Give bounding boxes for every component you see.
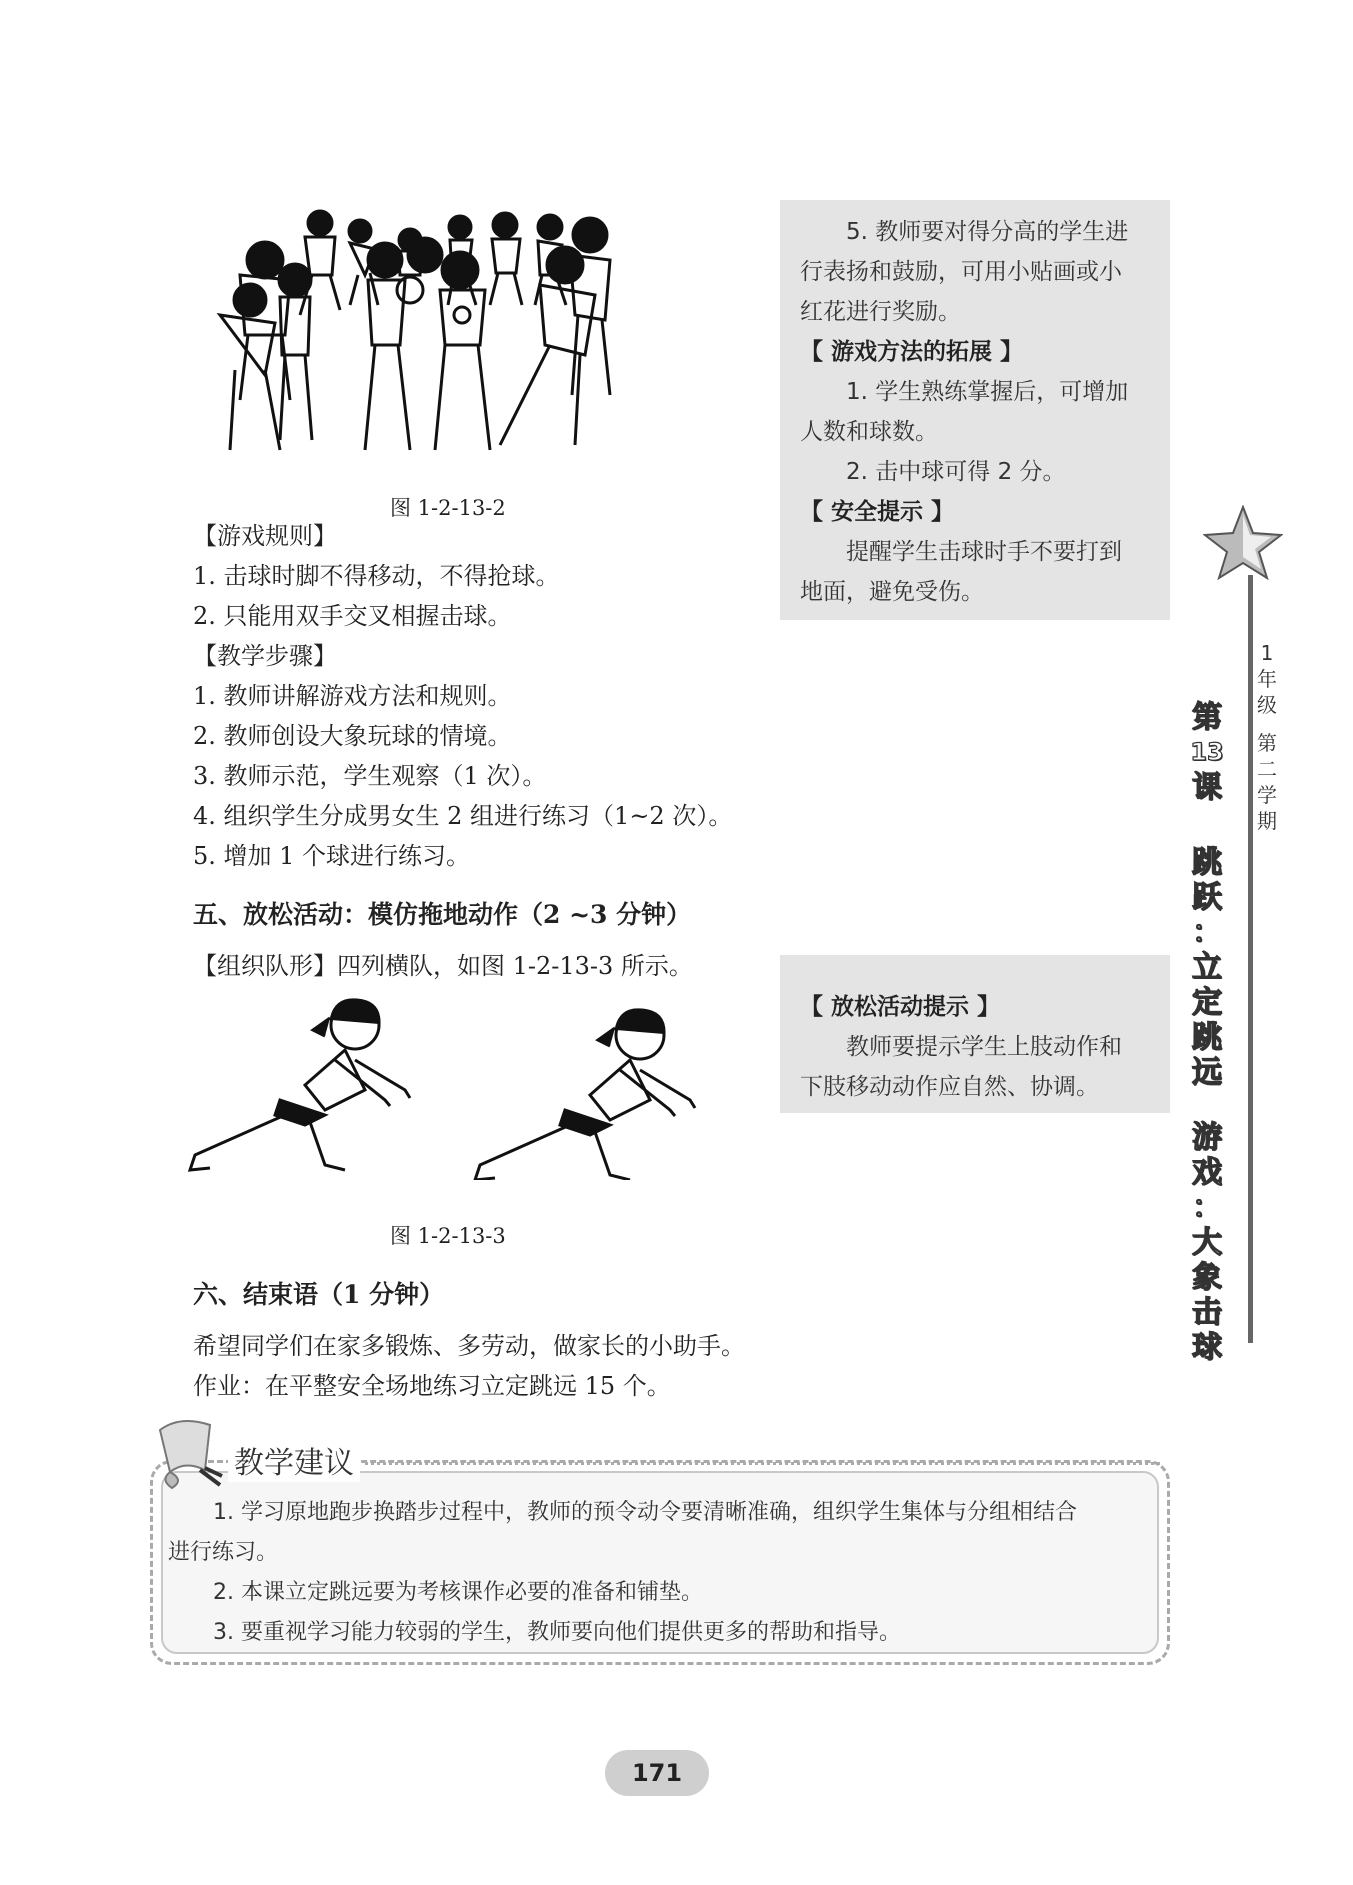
tab-char: 第 (1192, 700, 1222, 735)
relax-tip-heading: 【 放松活动提示 】 (800, 994, 1001, 1020)
tab-char: 第 (1257, 731, 1277, 755)
step-item: 3. 教师示范，学生观察（1 次）。 (193, 762, 547, 790)
section-6-heading: 六、结束语（1 分钟） (193, 1280, 445, 1309)
tab-char: 跳 (1192, 845, 1222, 880)
tab-char: 跳 (1192, 1020, 1222, 1055)
step-item: 4. 组织学生分成男女生 2 组进行练习（1~2 次）。 (193, 802, 733, 830)
figure-circle-game (200, 205, 700, 470)
note-text: 红花进行奖励。 (800, 299, 961, 325)
title-dots (365, 1462, 1160, 1465)
tab-char: 年 (1257, 667, 1277, 691)
tab-char: 学 (1257, 783, 1277, 807)
note-text: 教师要提示学生上肢动作和 (846, 1034, 1122, 1060)
note-text: 5. 教师要对得分高的学生进 (846, 219, 1129, 245)
tab-char: 大 (1192, 1225, 1222, 1260)
side-note-game (780, 200, 1170, 620)
tab-char: 象 (1192, 1260, 1222, 1295)
tab-char: 球 (1192, 1330, 1222, 1365)
closing-line: 希望同学们在家多锻炼、多劳动，做家长的小助手。 (193, 1332, 745, 1360)
note-text: 提醒学生击球时手不要打到 (846, 539, 1122, 565)
tab-char: 期 (1257, 809, 1277, 833)
tab-char: 级 (1257, 693, 1277, 717)
scroll-icon (150, 1410, 230, 1495)
figure-2-caption: 图 1-2-13-2 (390, 496, 506, 520)
steps-heading: 【教学步骤】 (193, 642, 337, 670)
note-text: 1. 学生熟练掌握后，可增加 (846, 379, 1129, 405)
safety-heading: 【 安全提示 】 (800, 499, 955, 525)
rules-heading: 【游戏规则】 (193, 522, 337, 550)
advice-line: 2. 本课立定跳远要为考核课作必要的准备和铺垫。 (213, 1580, 703, 1605)
advice-line: 3. 要重视学习能力较弱的学生，教师要向他们提供更多的帮助和指导。 (213, 1620, 901, 1645)
lesson-title-vertical (1190, 700, 1224, 1365)
section-5-heading: 五、放松活动：模仿拖地动作（2 ~3 分钟） (193, 900, 692, 929)
tab-char: 游 (1192, 1120, 1222, 1155)
note-text: 地面，避免受伤。 (800, 579, 984, 605)
tab-char: 远 (1192, 1055, 1222, 1090)
grade-label (1252, 640, 1282, 834)
extension-heading: 【 游戏方法的拓展 】 (800, 339, 1024, 365)
step-item: 2. 教师创设大象玩球的情境。 (193, 722, 512, 750)
tab-char: 跃 (1192, 880, 1222, 915)
tab-char: 定 (1192, 985, 1222, 1020)
page-number: 171 (605, 1750, 709, 1796)
rule-item: 1. 击球时脚不得移动，不得抢球。 (193, 562, 560, 590)
figure-lunge-exercise (185, 990, 715, 1180)
tab-char: 13 (1190, 738, 1224, 766)
rule-item: 2. 只能用双手交叉相握击球。 (193, 602, 512, 630)
tab-char: 课 (1192, 770, 1222, 805)
step-item: 1. 教师讲解游戏方法和规则。 (193, 682, 512, 710)
step-item: 5. 增加 1 个球进行练习。 (193, 842, 471, 870)
formation-text: 【组织队形】四列横队，如图 1-2-13-3 所示。 (193, 952, 693, 980)
note-text: 人数和球数。 (800, 419, 938, 445)
tab-char: ： (1192, 915, 1222, 950)
star-icon (1203, 505, 1283, 580)
tab-char: 二 (1257, 757, 1277, 781)
tab-char: 1 (1260, 641, 1274, 665)
tab-char: 击 (1192, 1295, 1222, 1330)
figure-3-caption: 图 1-2-13-3 (390, 1224, 506, 1248)
note-text: 2. 击中球可得 2 分。 (846, 459, 1066, 485)
note-text: 行表扬和鼓励，可用小贴画或小 (800, 259, 1122, 285)
advice-line: 1. 学习原地跑步换踏步过程中，教师的预令动令要清晰准确，组织学生集体与分组相结合 (213, 1500, 1077, 1525)
side-note-relax (780, 955, 1170, 1113)
tab-char: 戏 (1192, 1155, 1222, 1190)
tab-char: 立 (1192, 950, 1222, 985)
note-text: 下肢移动动作应自然、协调。 (800, 1074, 1099, 1100)
advice-line: 进行练习。 (168, 1540, 279, 1565)
tab-char: ： (1192, 1190, 1222, 1225)
advice-title: 教学建议 (228, 1438, 360, 1482)
homework-line: 作业：在平整安全场地练习立定跳远 15 个。 (193, 1372, 671, 1400)
